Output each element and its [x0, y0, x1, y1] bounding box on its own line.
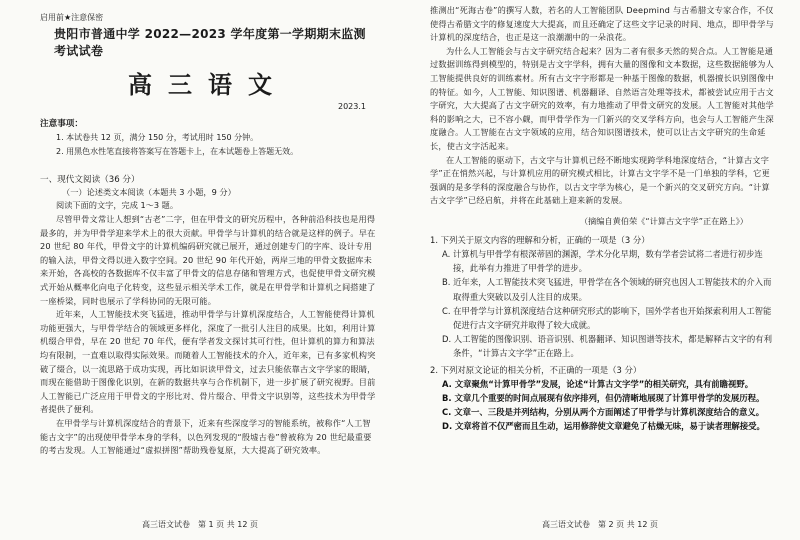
passage-paragraph: 为什么人工智能会与古文字研究结合起来？因为二者有很多天然的契合点。人工智能是通过数据训练得到模型的，特别是古文字学科，拥有大量的图像和文本数据，这些数据能够为人工智能提供良好的训练素材。所有古文字字形都是一种基于图像的数据，机器擅长识别图像中的特征。如今，人工智能、知识图谱、机器翻译、自然语言处理等技术，都被尝试应用于古文字研究，大大提高了古文字研究的效率，有力地推动了甲骨文研究的发展。人工智能对其他学科的影响之大，已不容小觑，而甲骨学作为一门新兴的交叉学科方向，也会与人工智能产生深度融合。人工智能在古文字领域的应用，结合知识图谱技术，使可以让古文字研究的生命延长，使古文字活起来。 — [430, 45, 774, 151]
q1-option-d: D. 人工智能的图像识别、语音识别、机器翻译、知识图谱等技术，都是解释古文字的有利条件，“计算古文字学”正在路上。 — [442, 334, 773, 359]
source-citation: （摘编自黄伯荣《“计算古文字学”正在路上》） — [579, 215, 748, 226]
q2-option-a: A. 文章聚焦“计算甲骨学”发展，论述“计算古文字学”的相关研究，具有前瞻视野。 — [442, 378, 754, 389]
q2-option-b: B. 文章几个重要的时间点展现有依序排列，但仍清晰地展现了计算甲骨学的发展历程。 — [442, 392, 765, 403]
passage-paragraph: 推测出“死海古卷”的撰写人数，若名的人工智能团队 Deepmind 与古希腊文专家合作，不仅使得古希腊文字的修复速度大大提高，而且还确定了这些文字记录的时间、地点，即甲骨学与计算机的深度结合，也正是这一浪潮潮中的一朵浪花。 — [430, 5, 774, 43]
passage-paragraph: 尽管甲骨文常让人想到“古老”二字，但在甲骨文的研究历程中，各种前沿科技也是用得最多的，并为甲骨学迎来学术上的很大贡献。甲骨学与计算机的结合就是这样的例子。早在 20 世纪 80 年代，甲骨文字的计算机编码研究就已展开，通过创建专门的字库、设计专用的输入法，甲骨文得以进入数字空间。20 世纪 90 年代开始，两岸三地的甲骨文数据库未来开始，各高校的各数据库不仅丰富了甲骨文的信息存储和管理方式，也促使甲骨文研究模式开始从概率化向电子化转变，这些显示相关学术工作，就是在甲骨学和计算机之间搭建了一座桥梁，同时也展示了学科协同的无限可能。 — [40, 214, 376, 306]
passage-paragraph: 在人工智能的驱动下，古文字与计算机已经不断地实现跨学科地深度结合，“计算古文字学”正在悄然兴起，与计算机应用的研究模式相比，计算古文字学不是一门单独的学科，它更强调的是多学科的深度融合与协作，以古文字学为核心，是一个新兴的交叉研究方向。“计算古文字学”已经启航，并将在此基础上迎来新的发展。 — [430, 154, 770, 206]
passage-paragraph: 近年来，人工智能技术突飞猛进，推动甲骨学与计算机深度结合，人工智能使得计算机功能更强大，与甲骨学结合的领域更多样化，深度了一批引人注目的成果。比如，利用计算机缀合甲骨，早在 20 世纪 70 年代，便有学者发文探讨其可行性，但计算机的算力和算法均有限制，一直难以取得实际效果。而随着人工智能技术的介入，近年来，已有多家机构突破了缀合，以一流思路于成功实现，再比如识读甲骨文，过去只能依靠古文字学家的眼睛，而现在能借助于图像化识别，在新的数据共享与合作机制下，进一步扩展了研究视野。目前人工智能已广泛应用于甲骨文的字形比对、骨片缀合、甲骨文字识别等，这些技术为甲骨学者提供了便利。 — [40, 309, 376, 415]
section-heading: 一、现代文阅读（36 分） — [40, 175, 140, 185]
q2-option-d: D. 文章将首不仅严密而且生动，运用修辞使文章避免了枯燥无味，易于读者理解接受。 — [442, 421, 765, 432]
confidential-notice: 启用前★注意保密 — [40, 13, 104, 22]
q1-option-a: A. 计算机与甲骨学有根深蒂固的渊源，学术分化早期，数有学者尝试将二者进行初步连接，此举有力推进了甲骨学的进步。 — [442, 248, 763, 274]
page-footer: 高三语文试卷 第 1 页 共 12 页 — [142, 520, 258, 529]
right-page — [400, 0, 800, 540]
q1-option-c: C. 在甲骨学与计算机深度结合这种研究形式的影响下，国外学者也开始探索利用人工智能促进行古文字研究并取得了较大成就。 — [442, 305, 772, 330]
reading-instruction: 阅读下面的文字，完成 1～3 题。 — [56, 200, 179, 210]
exam-title: 贵阳市普通中学 2022—2023 学年度第一学期期末监测考试试卷 — [54, 27, 366, 58]
question-1: 1. 下列关于原文内容的理解和分析，正确的一项是（3 分） — [430, 234, 650, 245]
note-item: 1. 本试卷共 12 页，满分 150 分，考试用时 150 分钟。 — [56, 133, 259, 142]
passage-paragraph: 在甲骨学与计算机深度结合的背景下，近来有些深度学习的智能系统，被称作“人工智能古文字”的出现使甲骨学本身的学科，以色列发现的“殷墟古卷”曾被称为 20 世纪最重要的考古发现。人工智能通过“虚拟拼图”帮助残卷复原，大大提高了研究效率。 — [40, 417, 372, 456]
q1-option-b: B. 近年来，人工智能技术突飞猛进，甲骨学在各个领域的研究也因人工智能技术的介入而取得重大突破以及引人注目的成果。 — [442, 277, 772, 302]
subject-title: 高三语文 — [128, 70, 288, 99]
note-item: 2. 用黑色水性笔直接将答案写在答题卡上，在本试题卷上答题无效。 — [56, 147, 299, 156]
page-footer: 高三语文试卷 第 2 页 共 12 页 — [542, 520, 658, 529]
notes-heading: 注意事项： — [40, 119, 83, 129]
exam-date: 2023.1 — [338, 102, 366, 111]
question-2: 2. 下列对原文论证的相关分析，不正确的一项是（3 分） — [430, 364, 642, 375]
subsection-heading: （一）论述类文本阅读（本题共 3 小题，9 分） — [62, 187, 236, 197]
q2-option-c: C. 文章一、三段是并列结构，分别从两个方面阐述了甲骨学与计算机深度结合的意义。 — [442, 406, 765, 417]
